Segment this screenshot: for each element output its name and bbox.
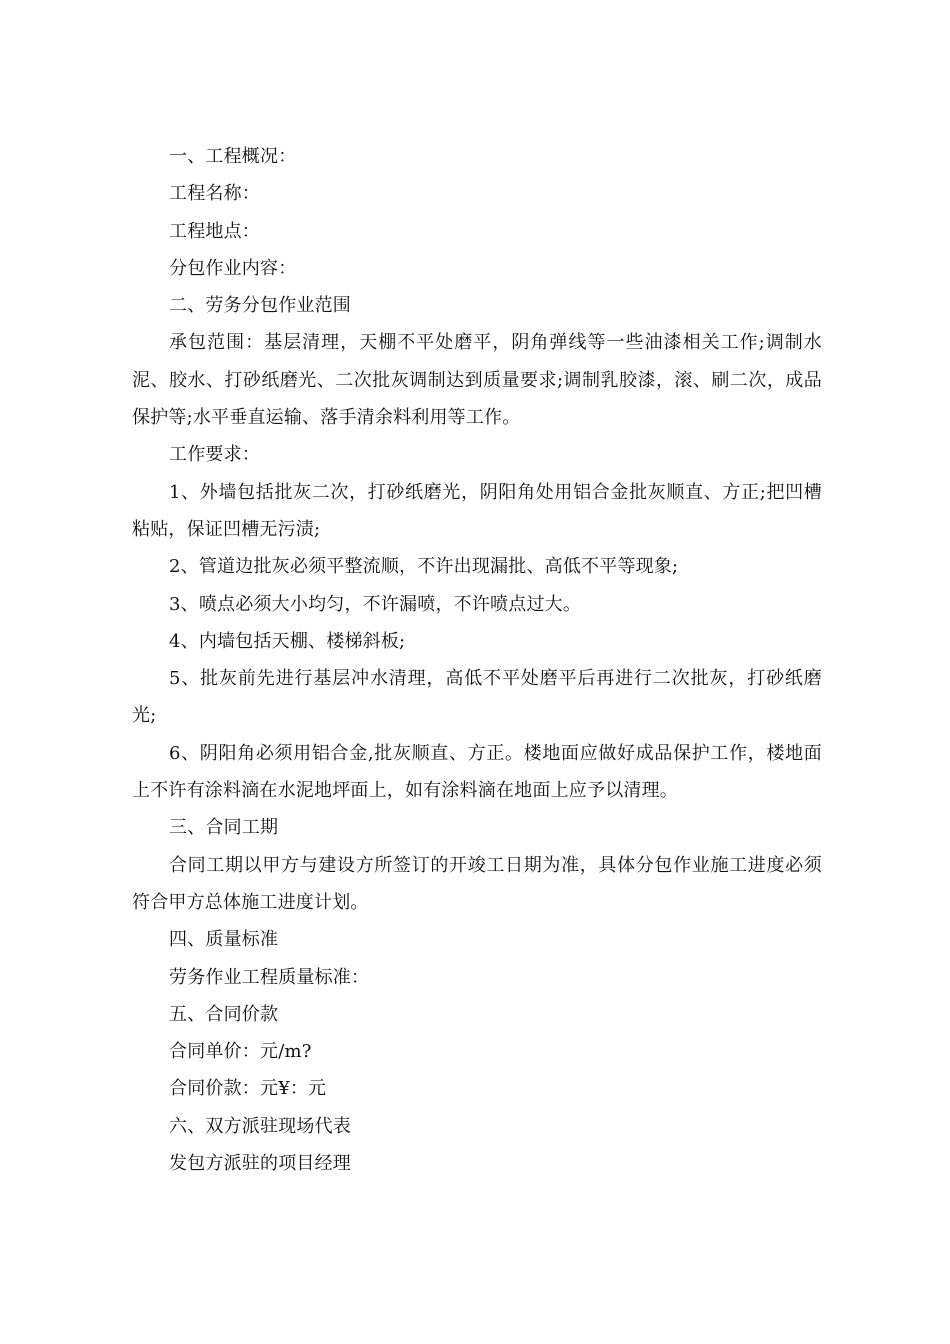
scope-paragraph: 承包范围：基层清理，天棚不平处磨平，阴角弹线等一些油漆相关工作;调制水泥、胶水、打砂纸磨光、二次批灰调制达到质量要求;调制乳胶漆，滚、刷二次，成品保护等;水平垂直运输、落手清余料利用等工作。	[132, 332, 822, 429]
requirement-item-6: 6、阴阳角必须用铝合金,批灰顺直、方正。楼地面应做好成品保护工作，楼地面上不许有涂料滴在水泥地坪面上，如有涂料滴在地面上应予以清理。	[132, 742, 822, 802]
subcontract-content-field: 分包作业内容：	[169, 257, 297, 279]
section-heading-quality: 四、质量标准	[169, 929, 279, 951]
requirement-item-5: 5、批灰前先进行基层冲水清理，高低不平处磨平后再进行二次批灰，打砂纸磨光;	[132, 668, 822, 727]
quality-standard-field: 劳务作业工程质量标准：	[169, 966, 370, 988]
requirement-item-2: 2、管道边批灰必须平整流顺，不许出现漏批、高低不平等现象;	[169, 556, 679, 578]
period-paragraph: 合同工期以甲方与建设方所签订的开竣工日期为准，具体分包作业施工进度必须符合甲方总体施工进度计划。	[132, 854, 822, 913]
requirement-item-3: 3、喷点必须大小均匀，不许漏喷，不许喷点过大。	[169, 593, 582, 615]
section-heading-period: 三、合同工期	[169, 817, 279, 839]
section-heading-overview: 一、工程概况：	[169, 146, 297, 167]
project-location-field: 工程地点：	[169, 220, 260, 242]
requirement-item-4: 4、内墙包括天棚、楼梯斜板;	[169, 630, 406, 652]
document-body	[132, 138, 822, 1182]
section-heading-representatives: 六、双方派驻现场代表	[169, 1115, 351, 1137]
total-price-field: 合同价款：元¥：元	[169, 1078, 327, 1100]
section-heading-price: 五、合同价款	[169, 1003, 279, 1025]
unit-price-field: 合同单价：元/m?	[169, 1041, 312, 1063]
requirement-item-1: 1、外墙包括批灰二次，打砂纸磨光，阴阳角处用铝合金批灰顺直、方正;把凹槽粘贴，保证凹槽无污渍;	[132, 481, 822, 540]
project-name-field: 工程名称：	[169, 183, 260, 205]
project-manager-field: 发包方派驻的项目经理	[169, 1153, 351, 1175]
section-heading-scope: 二、劳务分包作业范围	[169, 295, 351, 317]
work-requirements-heading: 工作要求：	[169, 444, 260, 466]
